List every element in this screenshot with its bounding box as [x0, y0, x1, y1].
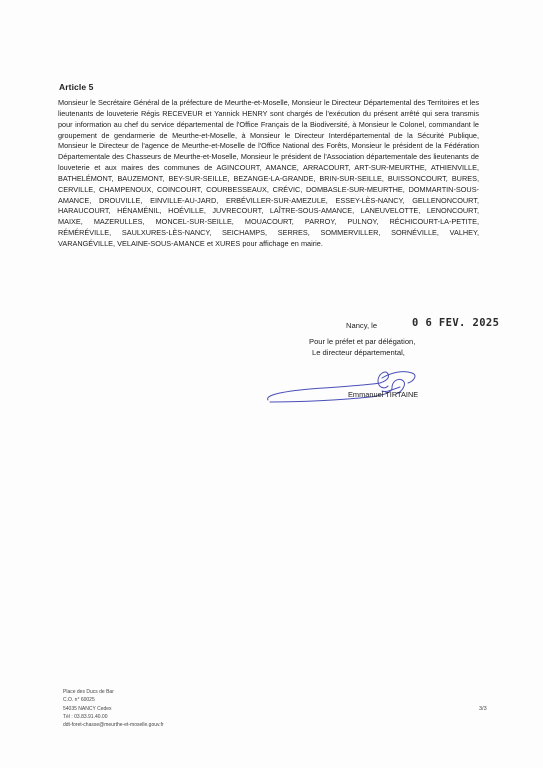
date-stamp: 0 6 FEV. 2025 — [412, 317, 500, 329]
footer-line: C.O. n° 60025 — [63, 697, 95, 704]
place-label: Nancy, le — [346, 321, 378, 330]
footer-line: Place des Ducs de Bar — [63, 689, 114, 695]
footer-email: ddt-foret-chasse@meurthe-et-moselle.gouv.fr — [63, 722, 164, 729]
footer-line: Tél : 03.83.91.40.00 — [63, 713, 108, 720]
director-title: Le directeur départemental, — [312, 348, 405, 357]
footer-line: 54035 NANCY Cedex — [63, 705, 112, 712]
signature-stroke — [382, 372, 415, 383]
delegation-line: Pour le préfet et par délégation, — [309, 337, 416, 346]
signatory-name: Emmanuel TIRTAINE — [348, 390, 419, 399]
article-title: Article 5 — [59, 82, 94, 92]
page-number: 3/3 — [479, 706, 487, 712]
footer-address — [63, 688, 164, 729]
handwritten-signature — [262, 364, 442, 414]
delegation-block — [309, 336, 415, 358]
article-paragraph: Monsieur le Secrétaire Général de la préfecture de Meurthe-et-Moselle, Monsieur le Directeur Départemental des Territoires et les lieutenants de louveterie Régis RECEVEUR et Yannick HENRY sont chargés de l'exécution du présent arrêté qui sera transmis pour information au chef du service départemental de l'Office Français de la Biodiversité, à Monsieur le Colonel, commandant le groupement de gendarmerie de Meurthe-et-Moselle, à Monsieur le Directeur Interdépartemental de la Sécurité Publique, Monsieur le Directeur de l'agence de Meurthe-et-Moselle de l'Office National des Forêts, Monsieur le président de la Fédération Départementale des Chasseurs de Meurthe-et-Moselle, Monsieur le président de l'Association départementale des lieutenants de louveterie et aux maires des communes de AGINCOURT, AMANCE, ARRACOURT, ART-SUR-MEURTHE, ATHIENVILLE, BATHELÉMONT, BAUZEMONT, BEY-SUR-SEILLE, BEZANGE-LA-GRANDE, BRIN-SUR-SEILLE, BUISSONCOURT, BURES, CERVILLE, CHAMPENOUX, COINCOURT, COURBESSEAUX, CRÉVIC, DOMBASLE-SUR-MEURTHE, DOMMARTIN-SOUS-AMANCE, DROUVILLE, EINVILLE-AU-JARD, ERBÉVILLER-SUR-AMEZULE, ESSEY-LÈS-NANCY, GELLENONCOURT, HARAUCOURT, HÉNAMÉNIL, HOÉVILLE, JUVRECOURT, LAÎTRE-SOUS-AMANCE, LANEUVELOTTE, LENONCOURT, MAIXE, MAZERULLES, MONCEL-SUR-SEILLE, MOUACOURT, PARROY, PULNOY, RÉCHICOURT-LA-PETITE, RÉMÉRÉVILLE, SAULXURES-LÈS-NANCY, SEICHAMPS, SERRES, SOMMERVILLER, SORNÉVILLE, VALHEY, VARANGÉVILLE, VELAINE-SOUS-AMANCE et XURES pour affichage en mairie. — [58, 98, 479, 248]
article-body — [58, 98, 479, 250]
